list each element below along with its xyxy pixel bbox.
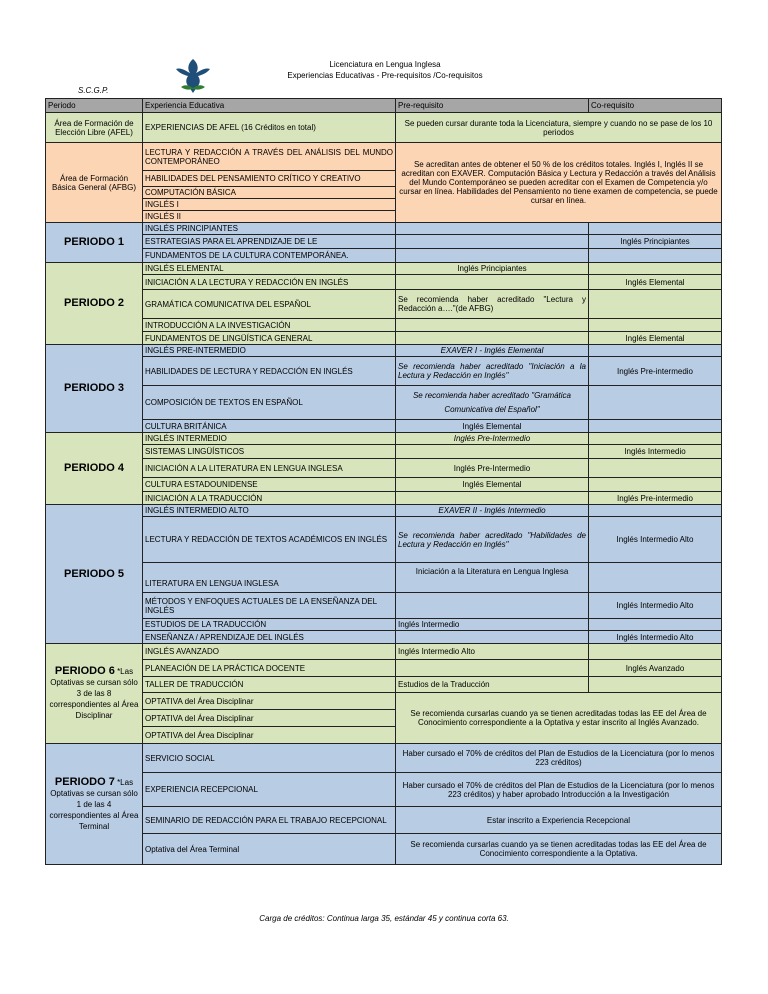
p3-label: PERIODO 3 — [46, 345, 143, 433]
table-row — [46, 223, 722, 235]
p5-prereq-1: EXAVER II - Inglés Intermedio — [396, 505, 589, 517]
afbg-exp-4: INGLÉS I — [143, 199, 396, 211]
table-row — [46, 249, 722, 263]
scgp-label: S.C.G.P. — [78, 86, 109, 95]
p6-exp-4: OPTATIVA del Área Disciplinar — [143, 693, 396, 710]
table-row — [46, 677, 722, 693]
table-row — [46, 744, 722, 773]
p4-label: PERIODO 4 — [46, 433, 143, 505]
p1-exp-1: INGLÉS PRINCIPIANTES — [143, 223, 396, 235]
p3-exp-1: INGLÉS PRE-INTERMEDIO — [143, 345, 396, 357]
p6-label: PERIODO 6 — [54, 665, 115, 677]
table-row — [46, 563, 722, 593]
p4-coreq-5: Inglés Pre-intermedio — [589, 492, 722, 505]
p6-coreq-2: Inglés Avanzado — [589, 660, 722, 677]
p5-exp-5: ESTUDIOS DE LA TRADUCCIÓN — [143, 619, 396, 631]
p4-exp-5: INICIACIÓN A LA TRADUCCIÓN — [143, 492, 396, 505]
p2-exp-5: FUNDAMENTOS DE LINGÜÍSTICA GENERAL — [143, 332, 396, 345]
table-row — [46, 644, 722, 660]
table-row — [46, 386, 722, 420]
p2-prereq-3: Se recomienda haber acreditado "Lectura y Redacción a…."(de AFBG) — [396, 290, 589, 319]
p7-label: PERIODO 7 — [54, 775, 115, 788]
table-row — [46, 834, 722, 865]
table-row — [46, 332, 722, 345]
col-coreq: Co-requisito — [589, 99, 722, 113]
p4-exp-2: SISTEMAS LINGÜÍSTICOS — [143, 445, 396, 459]
p4-coreq-2: Inglés Intermedio — [589, 445, 722, 459]
afel-area: Área de Formación de Elección Libre (AFEL) — [46, 113, 143, 143]
p5-exp-2: LECTURA Y REDACCIÓN DE TEXTOS ACADÉMICOS EN INGLÉS — [143, 517, 396, 563]
p4-prereq-3: Inglés Pre-Intermedio — [396, 459, 589, 478]
p7-label-cell — [46, 744, 143, 865]
table-row — [46, 319, 722, 332]
p4-prereq-4: Inglés Elemental — [396, 478, 589, 492]
p5-coreq-4: Inglés Intermedio Alto — [589, 593, 722, 619]
col-prereq: Pre-requisito — [396, 99, 589, 113]
col-periodo: Periodo — [46, 99, 143, 113]
p6-exp-5: OPTATIVA del Área Disciplinar — [143, 710, 396, 727]
p1-exp-3: FUNDAMENTOS DE LA CULTURA CONTEMPORÁNEA. — [143, 249, 396, 263]
p6-optativas-note: Se recomienda cursarlas cuando ya se tienen acreditadas todas las EE del Área de Conocimiento correspondiente a la Optativa y estar inscrito al Inglés Avanzado. — [396, 693, 722, 744]
table-row — [46, 693, 722, 710]
afbg-exp-2: HABILIDADES DEL PENSAMIENTO CRÍTICO Y CREATIVO — [143, 171, 396, 187]
p6-exp-1: INGLÉS AVANZADO — [143, 644, 396, 660]
p5-prereq-5: Inglés Intermedio — [396, 619, 589, 631]
table-row — [46, 660, 722, 677]
table-row — [46, 593, 722, 619]
page-subtitle: Experiencias Educativas - Pre-requisitos /Co-requisitos — [287, 71, 483, 80]
table-row — [46, 445, 722, 459]
table-row — [46, 505, 722, 517]
col-experiencia: Experiencia Educativa — [143, 99, 396, 113]
p4-prereq-1: Inglés Pre-Intermedio — [396, 433, 589, 445]
p6-exp-6: OPTATIVA del Área Disciplinar — [143, 727, 396, 744]
table-row — [46, 357, 722, 386]
p5-exp-1: INGLÉS INTERMEDIO ALTO — [143, 505, 396, 517]
p2-exp-4: INTRODUCCIÓN A LA INVESTIGACIÓN — [143, 319, 396, 332]
table-row — [46, 807, 722, 834]
p3-prereq-2: Se recomienda haber acreditado "Iniciación a la Lectura y Redacción en Inglés" — [396, 357, 589, 386]
university-logo-icon — [173, 57, 213, 95]
table-header-row — [46, 99, 722, 113]
p6-exp-2: PLANEACIÓN DE LA PRÁCTICA DOCENTE — [143, 660, 396, 677]
p6-prereq-1: Inglés Intermedio Alto — [396, 644, 589, 660]
p1-exp-2: ESTRATEGIAS PARA EL APRENDIZAJE DE LE — [143, 235, 396, 249]
p1-coreq-2: Inglés Principiantes — [589, 235, 722, 249]
p5-exp-6: ENSEÑANZA / APRENDIZAJE DEL INGLÉS — [143, 631, 396, 644]
p4-exp-3: INICIACIÓN A LA LITERATURA EN LENGUA INGLESA — [143, 459, 396, 478]
afel-exp: EXPERIENCIAS DE AFEL (16 Créditos en total) — [143, 113, 396, 143]
p7-note: *Las Optativas se cursan sólo 1 de las 4 correspondientes al Área Terminal — [49, 777, 139, 831]
p2-label: PERIODO 2 — [46, 263, 143, 345]
p7-prereq-3: Estar inscrito a Experiencia Recepcional — [396, 807, 722, 834]
p7-prereq-1: Haber cursado el 70% de créditos del Plan de Estudios de la Licenciatura (por lo menos 223 créditos) — [396, 744, 722, 773]
afel-note: Se pueden cursar durante toda la Licenciatura, siempre y cuando no se pase de los 10 periodos — [396, 113, 722, 143]
afbg-exp-5: INGLÉS II — [143, 211, 396, 223]
p2-exp-3: GRAMÁTICA COMUNICATIVA DEL ESPAÑOL — [143, 290, 396, 319]
table-row — [46, 290, 722, 319]
table-row — [46, 275, 722, 290]
p3-exp-3: COMPOSICIÓN DE TEXTOS EN ESPAÑOL — [143, 386, 396, 420]
table-row — [46, 235, 722, 249]
p5-coreq-2: Inglés Intermedio Alto — [589, 517, 722, 563]
p7-exp-1: SERVICIO SOCIAL — [143, 744, 396, 773]
page-header — [240, 59, 530, 81]
afbg-exp-1: LECTURA Y REDACCIÓN A TRAVÉS DEL ANÁLISIS DEL MUNDO CONTEMPORÁNEO — [143, 143, 396, 171]
table-row — [46, 113, 722, 143]
p5-prereq-2: Se recomienda haber acreditado "Habilidades de Lectura y Redacción en Inglés" — [396, 517, 589, 563]
p2-exp-1: INGLÉS ELEMENTAL — [143, 263, 396, 275]
p5-coreq-6: Inglés Intermedio Alto — [589, 631, 722, 644]
p2-prereq-1: Inglés Principiantes — [396, 263, 589, 275]
p7-exp-3: SEMINARIO DE REDACCIÓN PARA EL TRABAJO RECEPCIONAL — [143, 807, 396, 834]
p6-note: *Las Optativas se cursan sólo 3 de las 8 correspondientes al Área Disciplinar — [49, 667, 139, 720]
p4-exp-1: INGLÉS INTERMEDIO — [143, 433, 396, 445]
p3-exp-2: HABILIDADES DE LECTURA Y REDACCIÓN EN INGLÉS — [143, 357, 396, 386]
table-row — [46, 517, 722, 563]
p5-exp-4: MÉTODOS Y ENFOQUES ACTUALES DE LA ENSEÑANZA DEL INGLÉS — [143, 593, 396, 619]
p6-label-cell — [46, 644, 143, 744]
courses-table — [45, 98, 722, 865]
afbg-area: Área de Formación Básica General (AFBG) — [46, 143, 143, 223]
p5-prereq-3: Iniciación a la Literatura en Lengua Inglesa — [396, 563, 589, 593]
p5-exp-3: LITERATURA EN LENGUA INGLESA — [143, 563, 396, 593]
p7-exp-2: EXPERIENCIA RECEPCIONAL — [143, 773, 396, 807]
credits-footnote: Carga de créditos: Continua larga 35, estándar 45 y continua corta 63. — [259, 914, 509, 923]
p3-prereq-4: Inglés Elemental — [396, 420, 589, 433]
p5-label: PERIODO 5 — [46, 505, 143, 644]
p2-coreq-5: Inglés Elemental — [589, 332, 722, 345]
p2-coreq-2: Inglés Elemental — [589, 275, 722, 290]
table-row — [46, 420, 722, 433]
table-row — [46, 459, 722, 478]
p7-prereq-4: Se recomienda cursarlas cuando ya se tienen acreditadas todas las EE del Área de Conocimiento correspondiente a la Optativa. — [396, 834, 722, 865]
p7-exp-4: Optativa del Área Terminal — [143, 834, 396, 865]
afbg-exp-3: COMPUTACIÓN BÁSICA — [143, 187, 396, 199]
table-row — [46, 345, 722, 357]
afbg-note: Se acreditan antes de obtener el 50 % de los créditos totales. Inglés I, Inglés II se acreditan con EXAVER. Computación Básica y Lectura y Redacción a través del Análisis del Mundo Contemporáneo se pueden acreditar con el Examen de Competencia y/o cursar en línea. Habilidades del Pensamiento no tiene examen de competencia, se puede cursar en línea. — [396, 143, 722, 223]
table-row — [46, 631, 722, 644]
table-row — [46, 433, 722, 445]
page-title: Licenciatura en Lengua Inglesa — [329, 60, 441, 69]
p3-coreq-2: Inglés Pre-intermedio — [589, 357, 722, 386]
p6-exp-3: TALLER DE TRADUCCIÓN — [143, 677, 396, 693]
table-row — [46, 773, 722, 807]
table-row — [46, 619, 722, 631]
table-row — [46, 143, 722, 171]
p1-label: PERIODO 1 — [46, 223, 143, 263]
p3-prereq-1: EXAVER I - Inglés Elemental — [396, 345, 589, 357]
p3-exp-4: CULTURA BRITÁNICA — [143, 420, 396, 433]
p3-prereq-3: Se recomienda haber acreditado "Gramática Comunicativa del Español" — [396, 386, 589, 420]
p4-exp-4: CULTURA ESTADOUNIDENSE — [143, 478, 396, 492]
table-row — [46, 492, 722, 505]
table-row — [46, 478, 722, 492]
p2-exp-2: INICIACIÓN A LA LECTURA Y REDACCIÓN EN INGLÉS — [143, 275, 396, 290]
p6-prereq-3: Estudios de la Traducción — [396, 677, 589, 693]
table-row — [46, 263, 722, 275]
p7-prereq-2: Haber cursado el 70% de créditos del Plan de Estudios de la Licenciatura (por lo menos 223 créditos) y haber aprobado Introducción a la Investigación — [396, 773, 722, 807]
